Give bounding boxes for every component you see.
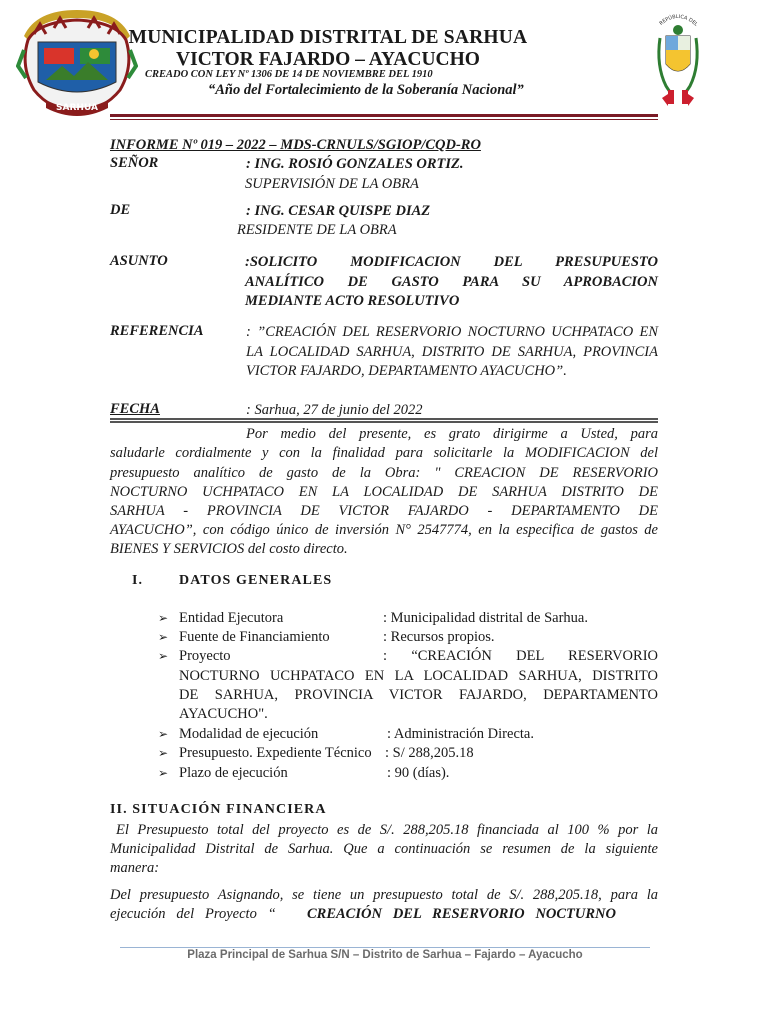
project-line: NOCTURNO UCHPATACO EN LA LOCALIDAD SARHUA, DISTRITO: [179, 668, 658, 684]
date-divider-top: [110, 418, 658, 420]
budget-paragraph-line-start: ejecución del Proyecto “: [110, 906, 276, 922]
bullet-arrow-icon: ➢: [158, 649, 169, 663]
asunto-label: ASUNTO: [110, 253, 168, 269]
creation-law-line: CREADO CON LEY Nº 1306 DE 14 DE NOVIEMBRE DEL 1910: [145, 69, 433, 80]
data-item-label: Proyecto: [179, 648, 231, 664]
bullet-arrow-icon: ➢: [158, 630, 169, 644]
data-item-label: Plazo de ejecución: [179, 765, 288, 781]
footer-divider: [120, 947, 650, 948]
section-1-number: I.: [132, 573, 144, 588]
section-1-heading: DATOS GENERALES: [179, 573, 333, 588]
de-label: DE: [110, 202, 131, 218]
data-item-value: : Administración Directa.: [387, 726, 534, 742]
municipality-subtitle: VICTOR FAJARDO – AYACUCHO: [176, 49, 480, 70]
data-item-value: : 90 (días).: [387, 765, 450, 781]
fecha-value: : Sarhua, 27 de junio del 2022: [246, 402, 423, 418]
bullet-arrow-icon: ➢: [158, 766, 169, 780]
intro-line: saludarle cordialmente y con la finalidad para solicitarle la MODIFICACION del: [110, 445, 658, 461]
header-divider-thick: [110, 114, 658, 117]
data-item-value: : Municipalidad distrital de Sarhua.: [383, 610, 588, 626]
budget-project-name: CREACIÓN DEL RESERVORIO NOCTURNO: [307, 906, 617, 922]
report-number-title: INFORME Nº 019 – 2022 – MDS-CRNULS/SGIOP/CQD-RO: [110, 137, 481, 153]
bullet-arrow-icon: ➢: [158, 727, 169, 741]
municipality-title: MUNICIPALIDAD DISTRITAL DE SARHUA: [128, 27, 528, 48]
intro-line: BIENES Y SERVICIOS del costo directo.: [110, 541, 348, 557]
referencia-line: : ”CREACIÓN DEL RESERVORIO NOCTURNO UCHPATACO EN: [246, 324, 658, 340]
data-item-label: Fuente de Financiamiento: [179, 629, 330, 645]
intro-line: NOCTURNO UCHPATACO EN LA LOCALIDAD DE SARHUA DISTRITO DE: [110, 484, 658, 500]
year-motto: “Año del Fortalecimiento de la Soberanía Nacional”: [208, 82, 524, 98]
senor-name: : ING. ROSIÓ GONZALES ORTIZ.: [246, 156, 464, 172]
intro-line: AYACUCHO”, con código único de inversión N° 2547774, en la especifica de gastos de: [110, 522, 658, 538]
data-item-label: Modalidad de ejecución: [179, 726, 319, 742]
svg-text:REPÚBLICA DEL PERÚ: REPÚBLICA DEL: [658, 13, 699, 28]
de-name: : ING. CESAR QUISPE DIAZ: [246, 203, 431, 219]
financial-paragraph-line: Municipalidad Distrital de Sarhua. Que a continuación se resumen de la siguiente: [110, 841, 658, 857]
date-divider-bottom: [110, 421, 658, 423]
asunto-line: ANALÍTICO DE GASTO PARA SU APROBACION: [245, 274, 658, 290]
project-line: : “CREACIÓN DEL RESERVORIO: [383, 648, 658, 664]
bullet-arrow-icon: ➢: [158, 746, 169, 760]
fecha-label: FECHA: [110, 401, 160, 417]
referencia-line: VICTOR FAJARDO, DEPARTAMENTO AYACUCHO”.: [246, 363, 567, 379]
referencia-label: REFERENCIA: [110, 323, 204, 339]
intro-line: Por medio del presente, es grato dirigirme a Usted, para: [246, 426, 658, 442]
senor-role: SUPERVISIÓN DE LA OBRA: [245, 176, 419, 192]
peru-coat-of-arms-logo: [652, 6, 704, 110]
intro-line: presupuesto analítico de gasto de la Obra: " CREACION DE RESERVORIO: [110, 465, 658, 481]
project-line: DE SARHUA, PROVINCIA VICTOR FAJARDO, DEPARTAMENTO: [179, 687, 658, 703]
asunto-line: MEDIANTE ACTO RESOLUTIVO: [245, 293, 460, 309]
senor-label: SEÑOR: [110, 155, 159, 171]
referencia-line: LA LOCALIDAD SARHUA, DISTRITO DE SARHUA, PROVINCIA: [246, 344, 658, 360]
financial-paragraph-line: El Presupuesto total del proyecto es de S/. 288,205.18 financiada al 100 % por la: [116, 822, 658, 838]
asunto-line: :SOLICITO MODIFICACION DEL PRESUPUESTO: [245, 254, 658, 270]
project-line: AYACUCHO".: [179, 706, 268, 722]
svg-text:SARHUA: SARHUA: [56, 103, 98, 113]
de-role: RESIDENTE DE LA OBRA: [237, 222, 397, 238]
budget-paragraph-line: Del presupuesto Asignando, se tiene un presupuesto total de S/. 288,205.18, para la: [110, 887, 658, 903]
data-item-label: Presupuesto. Expediente Técnico: [179, 745, 372, 761]
bullet-arrow-icon: ➢: [158, 611, 169, 625]
data-item-value: : Recursos propios.: [383, 629, 495, 645]
header-divider-thin: [110, 119, 658, 120]
data-item-value: : S/ 288,205.18: [385, 745, 474, 761]
data-item-label: Entidad Ejecutora: [179, 610, 284, 626]
financial-paragraph-line: manera:: [110, 860, 160, 876]
intro-line: SARHUA - PROVINCIA DE VICTOR FAJARDO - DEPARTAMENTO DE: [110, 503, 658, 519]
footer-address: Plaza Principal de Sarhua S/N – Distrito de Sarhua – Fajardo – Ayacucho: [187, 949, 583, 961]
section-2-heading: II. SITUACIÓN FINANCIERA: [110, 802, 327, 817]
